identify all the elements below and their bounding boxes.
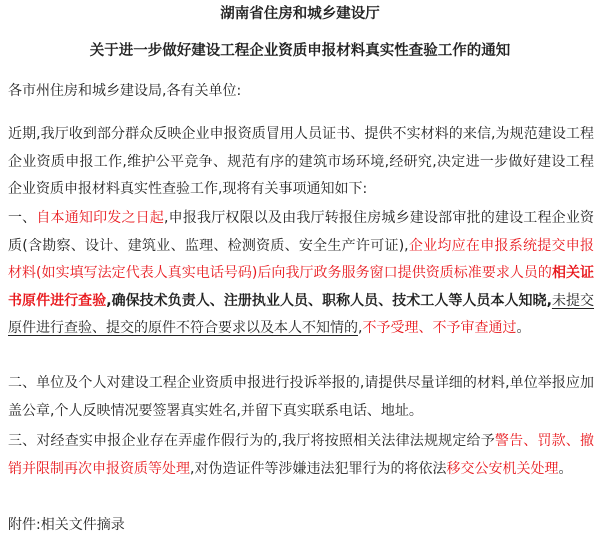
item-1-comma: , bbox=[358, 320, 363, 336]
item-3-period: 。 bbox=[558, 460, 573, 477]
item-1-submission-requirement: 企业均应在申报系统提交申报材料(如实填写法定代表人真实电话号码)后向我厅政务服务窗口提供资质标准要求人员的 bbox=[8, 237, 595, 281]
attachment-line: 附件:相关文件摘录 bbox=[8, 517, 125, 533]
item-3-prefix: 三、对经查实申报企业存在弄虚作假行为的,我厅将按照相关法律法规规定给予 bbox=[8, 433, 495, 449]
item-2-paragraph: 二、单位及个人对建设工程企业资质申报进行投诉举报的,请提供尽量详细的材料,单位举报应加盖公章,个人反映情况要签署真实姓名,并留下真实联系电话、地址。 bbox=[8, 375, 594, 419]
item-1-effective-date: 自本通知印发之日起 bbox=[36, 210, 165, 226]
issuer-heading: 湖南省住房和城乡建设厅 bbox=[220, 6, 380, 22]
item-3-police-referral: 移交公安机关处理 bbox=[446, 460, 559, 477]
item-1-paragraph bbox=[8, 205, 594, 343]
item-1-scope-text: ,申报我厅权限以及由我厅转报住房城乡建设部审批的建设工程企业资质(含勘察、设计、建筑业、监理、检测资质、安全生产许可证), bbox=[8, 210, 595, 254]
item-3-penalties: 警告、罚款、撤销并限制再次申报资质等处理 bbox=[8, 433, 594, 477]
item-3-text: ,对伪造证件等涉嫌违法犯罪行为的将依法 bbox=[190, 460, 447, 477]
notice-title: 关于进一步做好建设工程企业资质申报材料真实性查验工作的通知 bbox=[89, 43, 511, 59]
item-1-period: 。 bbox=[516, 320, 531, 336]
salutation: 各市州住房和城乡建设局,各有关单位: bbox=[8, 83, 242, 99]
item-1-prefix: 一、 bbox=[8, 210, 37, 226]
item-1-noncompliance-conditions: 未提交原件进行查验、提交的原件不符合要求以及本人不知情的 bbox=[8, 292, 595, 336]
item-1-original-certificate-check: 相关证书原件进行查验 bbox=[8, 265, 595, 309]
item-3-paragraph bbox=[8, 428, 594, 483]
item-1-rejection: 不予受理、不予审查通过 bbox=[362, 320, 517, 336]
item-1-personnel-text: ,确保技术负责人、注册执业人员、职称人员、技术工人等人员本人知晓, bbox=[106, 292, 552, 309]
intro-paragraph: 近期,我厅收到部分群众反映企业申报资质冒用人员证书、提供不实材料的来信,为规范建设工程企业资质申报工作,维护公平竞争、规范有序的建筑市场环境,经研究,决定进一步做好建设工程企业资质申报材料真实性查验工作,现将有关事项通知如下: bbox=[8, 126, 594, 197]
